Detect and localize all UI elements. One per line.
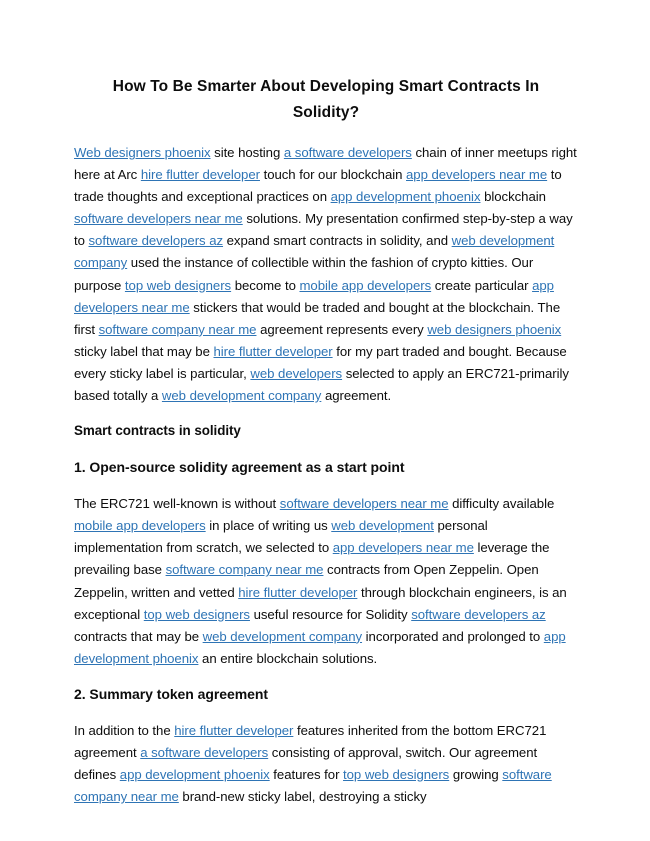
text-run: to trade thoughts and exceptional practices on — [74, 167, 562, 205]
page-title: How To Be Smarter About Developing Smart Contracts In Solidity? — [112, 78, 540, 121]
inline-link[interactable]: a software developers — [283, 145, 412, 160]
text-run: site hosting — [210, 145, 284, 160]
inline-link[interactable]: hire flutter developer — [174, 722, 294, 738]
text-run: agreement. — [321, 388, 392, 404]
inline-link[interactable]: web development — [331, 518, 434, 534]
inline-link[interactable]: top web designers — [143, 606, 250, 622]
inline-link[interactable]: app developers near me — [406, 167, 548, 183]
text-run: for my part traded and bought. Because every sticky label is particular, — [74, 343, 567, 381]
inline-link[interactable]: software developers near me — [74, 211, 243, 227]
inline-link[interactable]: hire flutter developer — [213, 343, 333, 359]
inline-link[interactable]: app development phoenix — [74, 628, 566, 666]
text-run: features inherited from the bottom ERC721 agreement — [74, 722, 547, 760]
text-run: personal implementation from scratch, we selected to — [74, 518, 488, 556]
inline-link[interactable]: software company near me — [98, 321, 257, 337]
text-run: expand smart contracts in solidity, and — [223, 233, 452, 249]
text-run: features for — [269, 767, 344, 783]
text-run: an entire blockchain solutions. — [198, 650, 378, 666]
text-run: consisting of approval, switch. Our agreement defines — [74, 744, 538, 783]
text-run: leverage the prevailing base — [74, 540, 550, 578]
text-run: incorporated and prolonged to — [362, 628, 544, 644]
inline-link[interactable]: mobile app developers — [74, 518, 206, 534]
inline-link[interactable]: top web designers — [343, 767, 450, 783]
text-run: difficulty available — [448, 496, 555, 512]
inline-link[interactable]: software developers az — [88, 233, 224, 249]
text-run: through blockchain engineers, is an exceptional — [74, 584, 567, 622]
paragraph-summary-token — [74, 720, 578, 808]
text-run: chain of inner meetups right here at Arc — [74, 145, 577, 183]
text-run: In addition to the — [74, 722, 175, 738]
paragraph-intro — [74, 142, 578, 407]
text-run: in place of writing us — [205, 518, 332, 534]
inline-link[interactable]: web designers phoenix — [427, 321, 562, 337]
inline-link[interactable]: mobile app developers — [299, 277, 432, 293]
inline-link[interactable]: web development company — [74, 233, 555, 271]
text-run: solutions. My presentation confirmed step-by-step a way to — [74, 211, 573, 249]
inline-link[interactable]: app developers near me — [332, 540, 474, 556]
text-run: blockchain — [480, 189, 546, 205]
inline-link[interactable]: app development phoenix — [330, 189, 481, 205]
inline-link[interactable]: hire flutter developer — [238, 584, 358, 600]
inline-link[interactable]: software company near me — [165, 562, 324, 578]
inline-link[interactable]: web development company — [202, 628, 363, 644]
text-run: create particular — [431, 277, 533, 293]
subheading-summary-token: 2. Summary token agreement — [74, 685, 268, 702]
text-run: stickers that would be traded and bought at the blockchain. The first — [74, 299, 561, 337]
text-run: used the instance of collectible within the fashion of crypto kitties. Our purpose — [74, 255, 534, 293]
inline-link[interactable]: web developers — [250, 365, 343, 381]
text-run: The ERC721 well-known is without — [74, 496, 280, 512]
text-run: useful resource for Solidity — [249, 606, 412, 622]
text-run: contracts that may be — [74, 628, 203, 644]
inline-link[interactable]: a software developers — [140, 744, 269, 760]
section-heading-smart-contracts: Smart contracts in solidity — [74, 423, 241, 439]
text-run: touch for our blockchain — [259, 167, 407, 183]
inline-link[interactable]: hire flutter developer — [140, 167, 260, 183]
inline-link[interactable]: web development company — [161, 388, 322, 404]
inline-link[interactable]: software company near me — [74, 767, 552, 805]
subheading-open-source-solidity: 1. Open-source solidity agreement as a start point — [74, 459, 405, 476]
inline-link[interactable]: top web designers — [124, 277, 232, 293]
text-run: agreement represents every — [256, 321, 428, 337]
text-run: brand-new sticky label, destroying a sticky — [178, 789, 427, 805]
inline-link[interactable]: Web designers phoenix — [74, 145, 211, 160]
text-run: growing — [449, 767, 503, 783]
inline-link[interactable]: app developers near me — [74, 277, 554, 315]
inline-link[interactable]: app development phoenix — [119, 767, 270, 783]
text-run: become to — [231, 277, 300, 293]
paragraph-erc721 — [74, 493, 578, 670]
text-run: contracts from Open Zeppelin. Open Zeppelin, written and vetted — [74, 562, 539, 600]
text-run: sticky label that may be — [74, 343, 214, 359]
text-run: selected to apply an ERC721-primarily based totally a — [74, 365, 569, 404]
inline-link[interactable]: software developers az — [411, 606, 546, 622]
inline-link[interactable]: software developers near me — [279, 496, 449, 512]
